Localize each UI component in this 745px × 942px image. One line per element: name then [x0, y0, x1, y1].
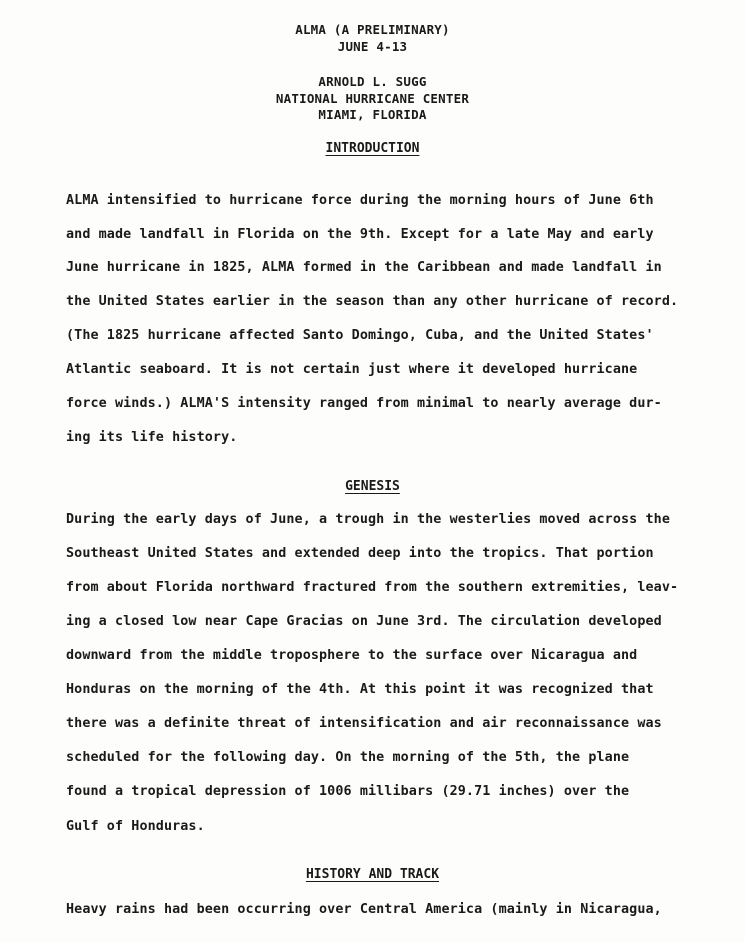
genesis-line: found a tropical depression of 1006 millibars (29.71 inches) over the	[66, 784, 630, 799]
organization-name: NATIONAL HURRICANE CENTER	[275, 91, 470, 106]
introduction-line: the United States earlier in the season than any other hurricane of record.	[66, 294, 679, 309]
genesis-heading-text: GENESIS	[345, 479, 400, 494]
genesis-heading	[0, 479, 745, 494]
introduction-line: (The 1825 hurricane affected Santo Domingo, Cuba, and the United States'	[66, 328, 654, 343]
author-name: ARNOLD L. SUGG	[318, 74, 427, 89]
genesis-line: ing a closed low near Cape Gracias on June 3rd. The circulation developed	[66, 614, 662, 629]
introduction-line: ALMA intensified to hurricane force during the morning hours of June 6th	[66, 193, 654, 208]
introduction-line: force winds.) ALMA'S intensity ranged from minimal to nearly average dur-	[66, 396, 662, 411]
history-heading	[0, 867, 745, 882]
history-heading-text: HISTORY AND TRACK	[305, 867, 440, 882]
introduction-heading	[0, 141, 745, 156]
genesis-line: scheduled for the following day. On the morning of the 5th, the plane	[66, 750, 630, 765]
introduction-line: ing its life history.	[66, 430, 238, 445]
report-title: ALMA (A PRELIMINARY)	[295, 22, 450, 37]
introduction-line: Atlantic seaboard. It is not certain just where it developed hurricane	[66, 362, 638, 377]
location-name: MIAMI, FLORIDA	[318, 107, 427, 122]
genesis-line: During the early days of June, a trough in the westerlies moved across the	[66, 512, 670, 527]
report-dates: JUNE 4-13	[337, 39, 408, 54]
introduction-heading-text: INTRODUCTION	[325, 141, 420, 156]
genesis-line: there was a definite threat of intensification and air reconnaissance was	[66, 716, 662, 731]
genesis-line: downward from the middle troposphere to the surface over Nicaragua and	[66, 648, 638, 663]
introduction-line: June hurricane in 1825, ALMA formed in the Caribbean and made landfall in	[66, 260, 662, 275]
introduction-line: and made landfall in Florida on the 9th. Except for a late May and early	[66, 227, 654, 242]
genesis-line: Honduras on the morning of the 4th. At this point it was recognized that	[66, 682, 654, 697]
genesis-line: from about Florida northward fractured from the southern extremities, leav-	[66, 580, 679, 595]
history-line: Heavy rains had been occurring over Central America (mainly in Nicaragua,	[66, 902, 662, 917]
genesis-line: Gulf of Honduras.	[66, 819, 205, 834]
genesis-line: Southeast United States and extended deep into the tropics. That portion	[66, 546, 654, 561]
